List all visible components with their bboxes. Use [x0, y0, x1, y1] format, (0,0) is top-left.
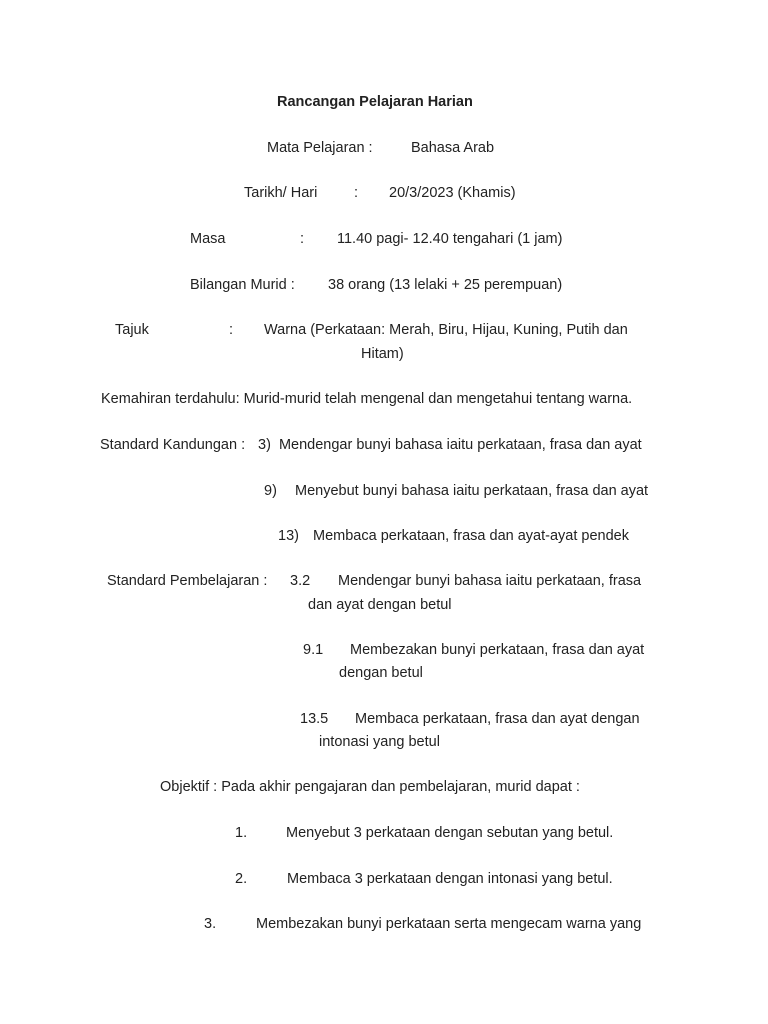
content-standard-label: Standard Kandungan :	[100, 437, 246, 453]
content-standard-2-number: 9)	[264, 483, 277, 499]
document-title: Rancangan Pelajaran Harian	[277, 94, 473, 110]
subject-value: Bahasa Arab	[411, 140, 495, 156]
objective-3-text: Membezakan bunyi perkataan serta mengecam warna yang	[256, 916, 642, 932]
content-standard-3-text: Membaca perkataan, frasa dan ayat-ayat pendek	[313, 528, 629, 544]
learning-standard-2-line-2: dengan betul	[339, 665, 423, 681]
learning-standard-3-number: 13.5	[300, 711, 329, 727]
subject-label: Mata Pelajaran :	[267, 140, 373, 156]
learning-standard-label: Standard Pembelajaran :	[107, 573, 268, 589]
date-label: Tarikh/ Hari	[244, 185, 318, 201]
prior-knowledge: Kemahiran terdahulu: Murid-murid telah mengenal dan mengetahui tentang warna.	[101, 391, 633, 407]
topic-label: Tajuk	[115, 322, 149, 338]
learning-standard-3-line-1: Membaca perkataan, frasa dan ayat dengan	[355, 711, 640, 727]
learning-standard-1-number: 3.2	[290, 573, 311, 589]
learning-standard-1-line-1: Mendengar bunyi bahasa iaitu perkataan, frasa	[338, 573, 642, 589]
date-value: 20/3/2023 (Khamis)	[389, 185, 516, 201]
time-value: 11.40 pagi- 12.40 tengahari (1 jam)	[337, 231, 563, 247]
learning-standard-2-number: 9.1	[303, 642, 324, 658]
time-separator: :	[300, 231, 305, 247]
time-label: Masa	[190, 231, 226, 247]
students-label: Bilangan Murid :	[190, 277, 295, 293]
objective-3-number: 3.	[204, 916, 217, 932]
objective-intro: Objektif : Pada akhir pengajaran dan pembelajaran, murid dapat :	[160, 779, 580, 795]
students-value: 38 orang (13 lelaki + 25 perempuan)	[328, 277, 563, 293]
objective-2-number: 2.	[235, 871, 248, 887]
learning-standard-2-line-1: Membezakan bunyi perkataan, frasa dan ayat	[350, 642, 645, 658]
objective-1-number: 1.	[235, 825, 248, 841]
topic-value-line-2: Hitam)	[361, 346, 404, 362]
objective-1-text: Menyebut 3 perkataan dengan sebutan yang betul.	[286, 825, 614, 841]
learning-standard-3-line-2: intonasi yang betul	[319, 734, 440, 750]
topic-value-line-1: Warna (Perkataan: Merah, Biru, Hijau, Kuning, Putih dan	[264, 322, 628, 338]
topic-separator: :	[229, 322, 234, 338]
learning-standard-1-line-2: dan ayat dengan betul	[308, 597, 452, 613]
objective-2-text: Membaca 3 perkataan dengan intonasi yang betul.	[287, 871, 613, 887]
date-separator: :	[354, 185, 359, 201]
content-standard-1: 3) Mendengar bunyi bahasa iaitu perkataan, frasa dan ayat	[258, 437, 642, 453]
content-standard-3-number: 13)	[278, 528, 299, 544]
content-standard-2-text: Menyebut bunyi bahasa iaitu perkataan, frasa dan ayat	[295, 483, 649, 499]
